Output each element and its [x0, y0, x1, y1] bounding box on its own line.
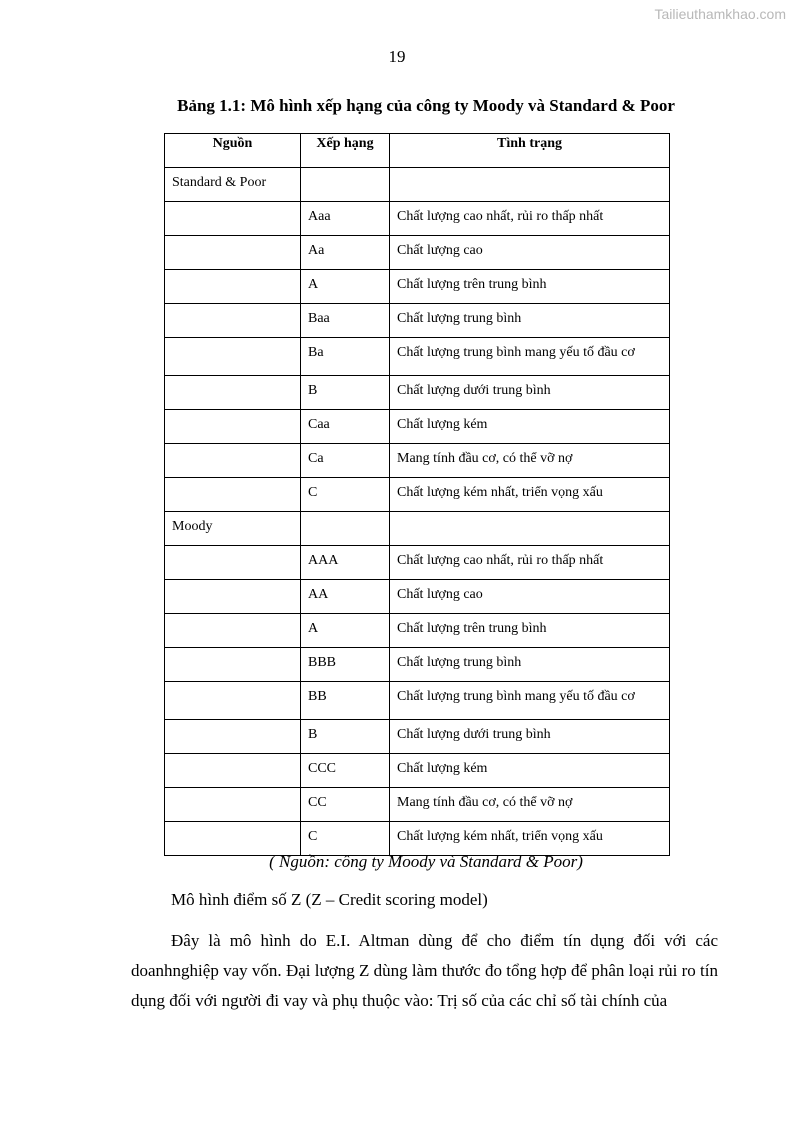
page-number: 19	[388, 47, 406, 66]
cell-rating: Ca	[301, 444, 390, 478]
cell-rating: C	[301, 478, 390, 512]
cell-rating: AAA	[301, 546, 390, 580]
cell-source	[165, 478, 301, 512]
cell-source: Moody	[165, 512, 301, 546]
cell-source	[165, 614, 301, 648]
table-row	[165, 682, 670, 720]
table-row	[165, 648, 670, 682]
cell-status: Chất lượng cao nhất, rủi ro thấp nhất	[390, 202, 670, 236]
cell-status: Mang tính đầu cơ, có thể vỡ nợ	[390, 788, 670, 822]
cell-source	[165, 236, 301, 270]
table-title: Bảng 1.1: Mô hình xếp hạng của công ty Moody và Standard & Poor	[177, 96, 675, 115]
table-row	[165, 546, 670, 580]
table-row	[165, 512, 670, 546]
table-row	[165, 270, 670, 304]
cell-rating: AA	[301, 580, 390, 614]
table-row	[165, 304, 670, 338]
cell-rating: C	[301, 822, 390, 856]
cell-status: Chất lượng trung bình	[390, 648, 670, 682]
cell-rating: BBB	[301, 648, 390, 682]
table-header-row	[165, 134, 670, 168]
cell-status: Chất lượng kém nhất, triển vọng xấu	[390, 822, 670, 856]
cell-status: Chất lượng dưới trung bình	[390, 720, 670, 754]
cell-rating: A	[301, 614, 390, 648]
cell-source	[165, 202, 301, 236]
subheading: Mô hình điểm số Z (Z – Credit scoring model)	[171, 890, 488, 909]
table-row	[165, 444, 670, 478]
cell-rating: Baa	[301, 304, 390, 338]
cell-rating: CC	[301, 788, 390, 822]
cell-status: Chất lượng kém	[390, 410, 670, 444]
cell-status: Chất lượng cao	[390, 580, 670, 614]
cell-source	[165, 682, 301, 720]
cell-rating: B	[301, 376, 390, 410]
cell-source	[165, 376, 301, 410]
cell-source	[165, 270, 301, 304]
cell-source	[165, 546, 301, 580]
cell-source	[165, 788, 301, 822]
cell-rating: A	[301, 270, 390, 304]
cell-source	[165, 338, 301, 376]
header-status: Tình trạng	[390, 134, 670, 168]
source-note: ( Nguồn: công ty Moody và Standard & Poor)	[269, 852, 583, 871]
cell-status	[390, 168, 670, 202]
rating-table	[164, 133, 670, 856]
cell-rating: Caa	[301, 410, 390, 444]
cell-status: Chất lượng trung bình	[390, 304, 670, 338]
table-row	[165, 168, 670, 202]
cell-rating: Ba	[301, 338, 390, 376]
cell-source	[165, 580, 301, 614]
cell-status: Chất lượng cao nhất, rủi ro thấp nhất	[390, 546, 670, 580]
cell-status: Chất lượng trung bình mang yếu tố đầu cơ	[390, 682, 670, 720]
cell-status: Chất lượng kém nhất, triển vọng xấu	[390, 478, 670, 512]
table-row	[165, 338, 670, 376]
table-row	[165, 614, 670, 648]
cell-status: Chất lượng cao	[390, 236, 670, 270]
table-row	[165, 822, 670, 856]
cell-rating: Aaa	[301, 202, 390, 236]
cell-status: Chất lượng trên trung bình	[390, 614, 670, 648]
cell-status: Chất lượng trung bình mang yếu tố đầu cơ	[390, 338, 670, 376]
body-paragraph: Đây là mô hình do E.I. Altman dùng để cho điểm tín dụng đối với các doanhnghiệp vay vốn. Đại lượng Z dùng làm thước đo tổng hợp để phân loại rủi ro tín dụng đối với người đi vay và phụ thuộc vào: Trị số của các chỉ số tài chính của	[131, 931, 718, 1010]
table-row	[165, 236, 670, 270]
cell-rating	[301, 168, 390, 202]
cell-status	[390, 512, 670, 546]
cell-source: Standard & Poor	[165, 168, 301, 202]
table-row	[165, 410, 670, 444]
cell-status: Chất lượng kém	[390, 754, 670, 788]
cell-source	[165, 304, 301, 338]
table-body	[165, 168, 670, 856]
cell-status: Chất lượng dưới trung bình	[390, 376, 670, 410]
cell-rating: CCC	[301, 754, 390, 788]
cell-source	[165, 822, 301, 856]
header-rating: Xếp hạng	[301, 134, 390, 168]
cell-source	[165, 410, 301, 444]
cell-source	[165, 444, 301, 478]
watermark: Tailieuthamkhao.com	[654, 6, 786, 22]
cell-rating: B	[301, 720, 390, 754]
cell-source	[165, 720, 301, 754]
cell-source	[165, 648, 301, 682]
cell-rating: BB	[301, 682, 390, 720]
table-row	[165, 580, 670, 614]
table-row	[165, 202, 670, 236]
header-source: Nguồn	[165, 134, 301, 168]
table-row	[165, 376, 670, 410]
cell-source	[165, 754, 301, 788]
cell-rating: Aa	[301, 236, 390, 270]
table-row	[165, 788, 670, 822]
table-row	[165, 754, 670, 788]
table-row	[165, 720, 670, 754]
cell-status: Chất lượng trên trung bình	[390, 270, 670, 304]
cell-rating	[301, 512, 390, 546]
cell-status: Mang tính đầu cơ, có thể vỡ nợ	[390, 444, 670, 478]
table-row	[165, 478, 670, 512]
